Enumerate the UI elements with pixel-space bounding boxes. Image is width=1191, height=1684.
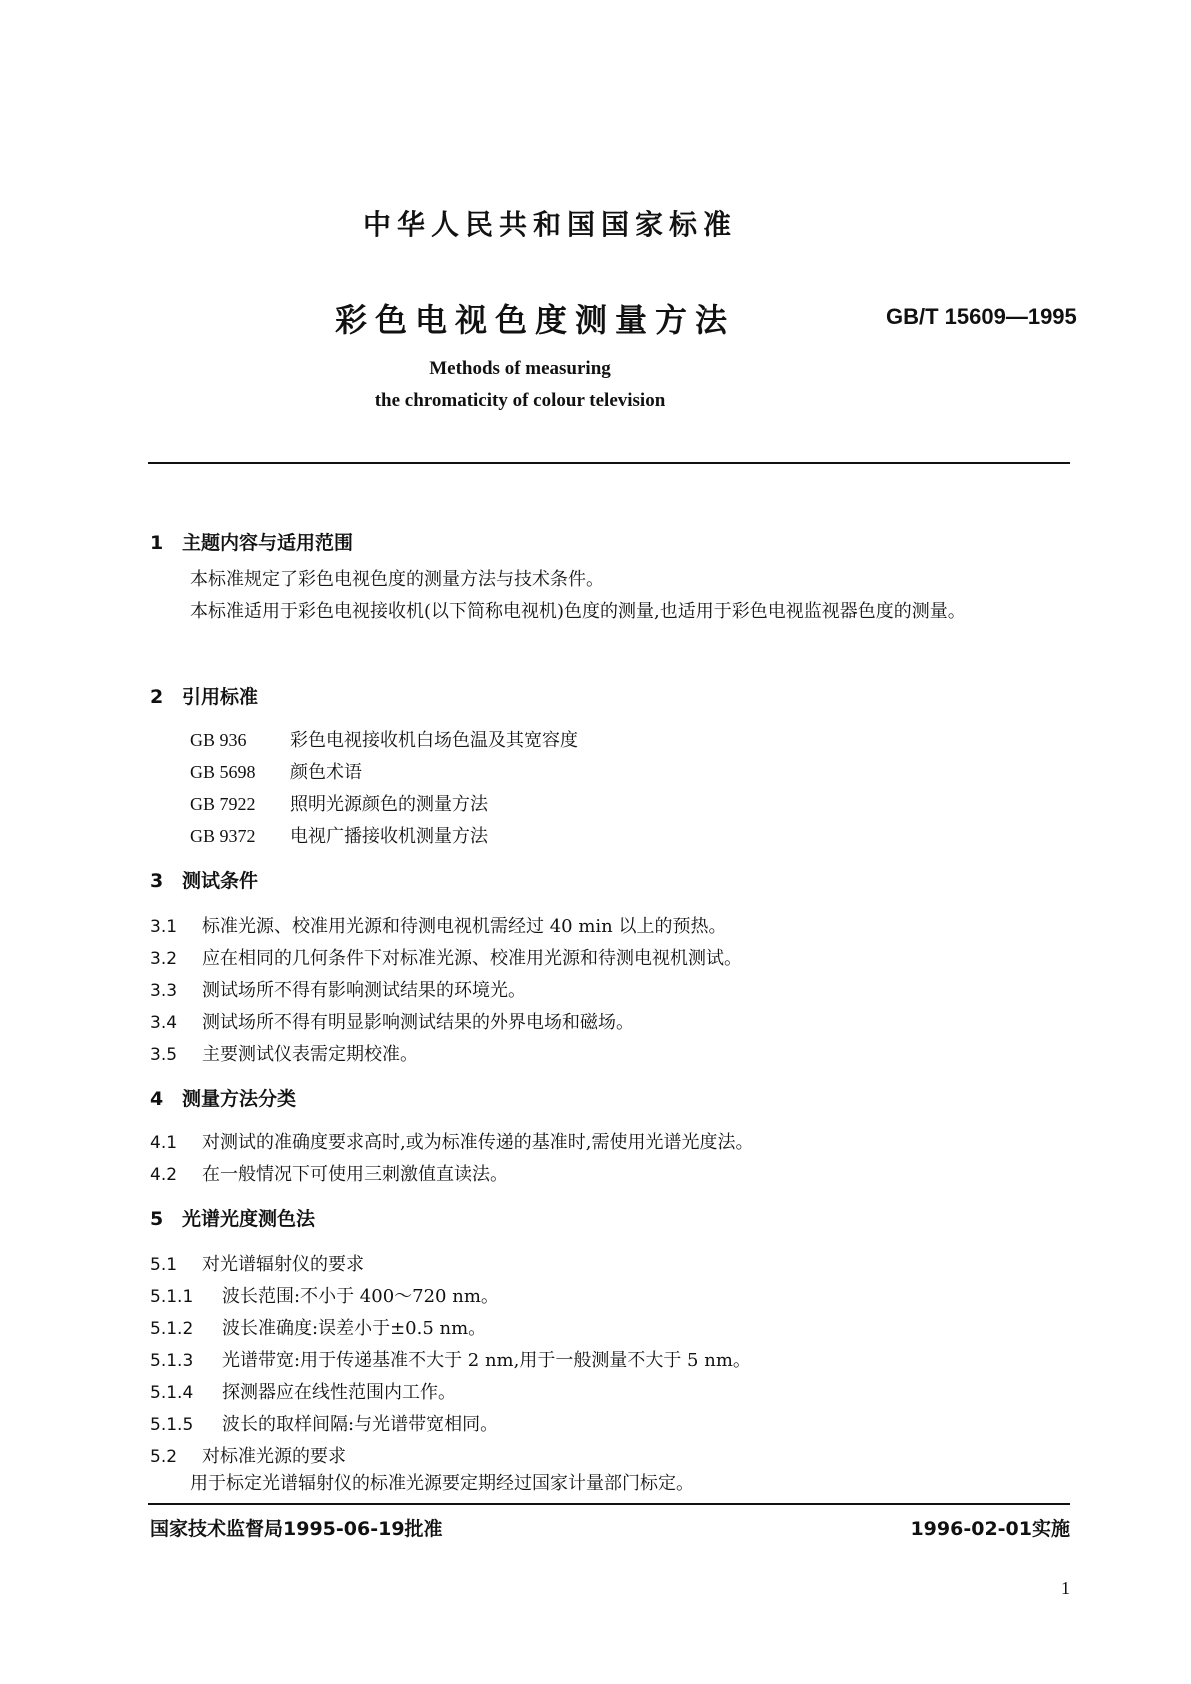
section-title: 光谱光度测色法 xyxy=(182,1208,316,1230)
clause-number: 3.4 xyxy=(150,1013,178,1033)
clause-item xyxy=(150,1410,498,1436)
clause-text: 测试场所不得有明显影响测试结果的外界电场和磁场。 xyxy=(202,1012,634,1033)
english-title-line1: Methods of measuring xyxy=(429,358,611,379)
reference-title: 照明光源颜色的测量方法 xyxy=(290,794,488,815)
section-heading-1 xyxy=(150,528,353,555)
section-title: 引用标准 xyxy=(182,686,259,708)
clause-number: 5.1.2 xyxy=(150,1319,194,1339)
clause-item xyxy=(150,1314,486,1340)
clause-text: 应在相同的几何条件下对标准光源、校准用光源和待测电视机测试。 xyxy=(202,948,742,969)
clause-number: 5.1 xyxy=(150,1255,178,1275)
clause-item xyxy=(150,944,742,970)
section-heading-2 xyxy=(150,682,258,709)
document-title: 彩色电视色度测量方法 xyxy=(334,301,735,339)
clause-text: 探测器应在线性范围内工作。 xyxy=(222,1382,456,1403)
clause-item xyxy=(150,1250,364,1276)
section-heading-3 xyxy=(150,866,258,893)
clause-item xyxy=(150,1346,751,1372)
section-number: 4 xyxy=(150,1088,164,1110)
paragraph: 用于标定光谱辐射仪的标准光源要定期经过国家计量部门标定。 xyxy=(190,1473,694,1494)
clause-item xyxy=(150,1040,418,1066)
reference-code: GB 936 xyxy=(190,730,247,750)
clause-number: 5.1.4 xyxy=(150,1383,194,1403)
clause-number: 5.1.5 xyxy=(150,1415,194,1435)
document-code: GB/T 15609—1995 xyxy=(886,304,1077,329)
clause-text: 对光谱辐射仪的要求 xyxy=(202,1254,364,1275)
clause-number: 5.1.1 xyxy=(150,1287,194,1307)
clause-text: 在一般情况下可使用三刺激值直读法。 xyxy=(202,1164,508,1185)
reference-code: GB 9372 xyxy=(190,826,256,846)
reference-title: 颜色术语 xyxy=(290,762,362,783)
clause-number: 5.1.3 xyxy=(150,1351,194,1371)
header-divider xyxy=(148,462,1070,464)
clause-number: 3.5 xyxy=(150,1045,178,1065)
reference-code: GB 7922 xyxy=(190,794,256,814)
clause-item xyxy=(150,912,727,938)
reference-item xyxy=(190,726,578,752)
paragraph: 本标准适用于彩色电视接收机(以下简称电视机)色度的测量,也适用于彩色电视监视器色度的测量。 xyxy=(190,601,966,622)
clause-number: 4.1 xyxy=(150,1133,178,1153)
effective-date: 1996-02-01实施 xyxy=(910,1518,1070,1540)
clause-number: 4.2 xyxy=(150,1165,178,1185)
clause-text: 光谱带宽:用于传递基准不大于 2 nm,用于一般测量不大于 5 nm。 xyxy=(222,1350,751,1371)
section-number: 1 xyxy=(150,532,164,554)
clause-text: 波长准确度:误差小于±0.5 nm。 xyxy=(222,1318,487,1339)
clause-text: 对标准光源的要求 xyxy=(202,1446,346,1467)
clause-number: 5.2 xyxy=(150,1447,178,1467)
section-heading-5 xyxy=(150,1204,315,1231)
clause-text: 测试场所不得有影响测试结果的环境光。 xyxy=(202,980,526,1001)
clause-item xyxy=(150,1128,753,1154)
clause-number: 3.3 xyxy=(150,981,178,1001)
clause-item xyxy=(150,1160,508,1186)
section-title: 测试条件 xyxy=(182,870,259,892)
reference-code: GB 5698 xyxy=(190,762,256,782)
clause-item xyxy=(150,1008,634,1034)
clause-number: 3.1 xyxy=(150,917,178,937)
paragraph: 本标准规定了彩色电视色度的测量方法与技术条件。 xyxy=(190,569,604,590)
clause-text: 主要测试仪表需定期校准。 xyxy=(202,1044,418,1065)
reference-item xyxy=(190,822,488,848)
clause-text: 对测试的准确度要求高时,或为标准传递的基准时,需使用光谱光度法。 xyxy=(202,1132,754,1153)
section-number: 2 xyxy=(150,686,164,708)
reference-title: 电视广播接收机测量方法 xyxy=(290,826,488,847)
clause-number: 3.2 xyxy=(150,949,178,969)
section-number: 5 xyxy=(150,1208,164,1230)
english-title-line2: the chromaticity of colour television xyxy=(374,390,666,411)
section-number: 3 xyxy=(150,870,164,892)
section-title: 主题内容与适用范围 xyxy=(182,532,354,554)
clause-item xyxy=(150,1282,499,1308)
standard-title: 中华人民共和国国家标准 xyxy=(362,208,737,241)
reference-title: 彩色电视接收机白场色温及其宽容度 xyxy=(290,730,578,751)
clause-text: 标准光源、校准用光源和待测电视机需经过 40 min 以上的预热。 xyxy=(202,916,727,937)
footer-divider xyxy=(148,1503,1070,1505)
clause-item xyxy=(150,1442,346,1468)
reference-item xyxy=(190,790,488,816)
clause-text: 波长范围:不小于 400～720 nm。 xyxy=(222,1286,499,1307)
clause-item xyxy=(150,1378,456,1404)
reference-item xyxy=(190,758,362,784)
section-heading-4 xyxy=(150,1084,296,1111)
clause-text: 波长的取样间隔:与光谱带宽相同。 xyxy=(222,1414,499,1435)
section-title: 测量方法分类 xyxy=(182,1088,297,1110)
clause-item xyxy=(150,976,526,1002)
page-number: 1 xyxy=(1061,1578,1070,1598)
approval-line: 国家技术监督局1995-06-19批准 xyxy=(150,1518,443,1540)
